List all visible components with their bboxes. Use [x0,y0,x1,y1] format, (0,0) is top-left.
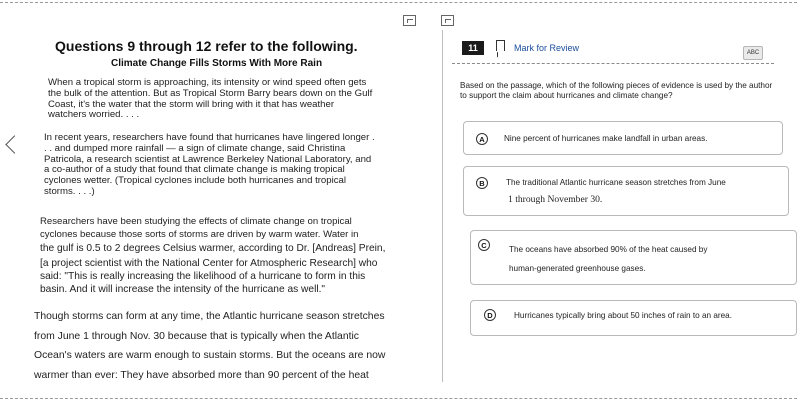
answer-choice-c[interactable] [470,230,797,285]
passage-line: Researchers have been studying the effects of climate change on tropical [40,216,352,227]
answer-choice-d[interactable] [470,300,797,336]
choice-letter-d: D [484,309,496,321]
passage-line: Coast, it's the water that the storm will bring with it that has weather [48,98,335,110]
passage-heading: Questions 9 through 12 refer to the following. [55,38,358,54]
abc-eliminator-button[interactable]: ABC [743,46,763,60]
passage-line: When a tropical storm is approaching, its intensity or wind speed often gets [48,77,367,88]
choice-letter-c: C [478,239,490,251]
passage-paragraph-2 [44,133,375,198]
answer-choice-a[interactable] [463,121,783,155]
choice-text-a: Nine percent of hurricanes make landfall in urban areas. [504,134,708,143]
passage-line: cyclones wetter. (Tropical cyclones include both hurricanes and tropical [44,175,346,187]
passage-line: . . and dumped more rainfall — a sign of climate change, said Christina [44,142,346,154]
passage-line: warmer than ever: They have absorbed more than 90 percent of the heat [34,369,369,381]
choice-text-c-line-2: human-generated greenhouse gases. [509,264,646,273]
bottom-dashed-border [0,398,797,399]
passage-line: Though storms can form at any time, the Atlantic hurricane season stretches [34,311,385,322]
passage-line: the gulf is 0.5 to 2 degrees Celsius warmer, according to Dr. [Andreas] Prein, [40,243,386,255]
passage-line: a co-author of a study that found that climate change is making tropical [44,164,345,176]
passage-line: cyclones because those sorts of storms are driven by warm water. Water in [40,228,359,240]
passage-line: [a project scientist with the National Center for Atmospheric Research] who [40,258,378,270]
collapse-icon[interactable] [441,15,454,26]
expand-icon[interactable] [403,15,416,26]
choice-text-c-line-1: The oceans have absorbed 90% of the heat caused by [509,245,708,254]
passage-line: basin. And it will increase the intensity of the hurricane as well." [40,284,326,296]
question-header-divider [452,63,774,64]
question-number: 11 [462,41,484,55]
passage-paragraph-3 [40,216,385,296]
bookmark-icon[interactable] [496,40,505,51]
passage-paragraph-4 [34,307,385,385]
passage-line: watchers worried. . . . [48,109,140,121]
mark-for-review-button[interactable]: Mark for Review [514,43,580,53]
question-stem: Based on the passage, which of the following pieces of evidence is used by the author to support the claim about hurricanes and climate change? [460,81,773,100]
passage-line: Ocean's waters are warm enough to sustain storms. But the oceans are now [34,350,386,362]
passage-line: In recent years, researchers have found that hurricanes have lingered longer . [44,132,375,143]
passage-line: storms. . . .) [44,185,95,197]
choice-text-d: Hurricanes typically bring about 50 inches of rain to an area. [514,311,733,320]
choice-letter-b: B [476,177,488,189]
chevron-left-icon[interactable] [5,135,23,153]
passage-line: Patricola, a research scientist at Lawrence Berkeley National Laboratory, and [44,153,372,165]
answer-choice-b[interactable] [463,166,789,216]
passage-line: from June 1 through Nov. 30 because that is typically when the Atlantic [34,330,359,342]
passage-title: Climate Change Fills Storms With More Rain [111,58,323,69]
top-dashed-border [0,2,797,3]
choice-text-b-line-2: 1 through November 30. [508,194,603,205]
choice-text-b-line-1: The traditional Atlantic hurricane season stretches from June [506,178,726,187]
choice-letter-a: A [476,133,488,145]
passage-line: the bulk of the attention. But as Tropical Storm Barry bears down on the Gulf [48,87,373,99]
passage-paragraph-1 [48,78,372,121]
passage-line: said: "This is really increasing the likelihood of a hurricane to form in this [40,271,366,283]
pane-divider[interactable] [442,30,443,382]
